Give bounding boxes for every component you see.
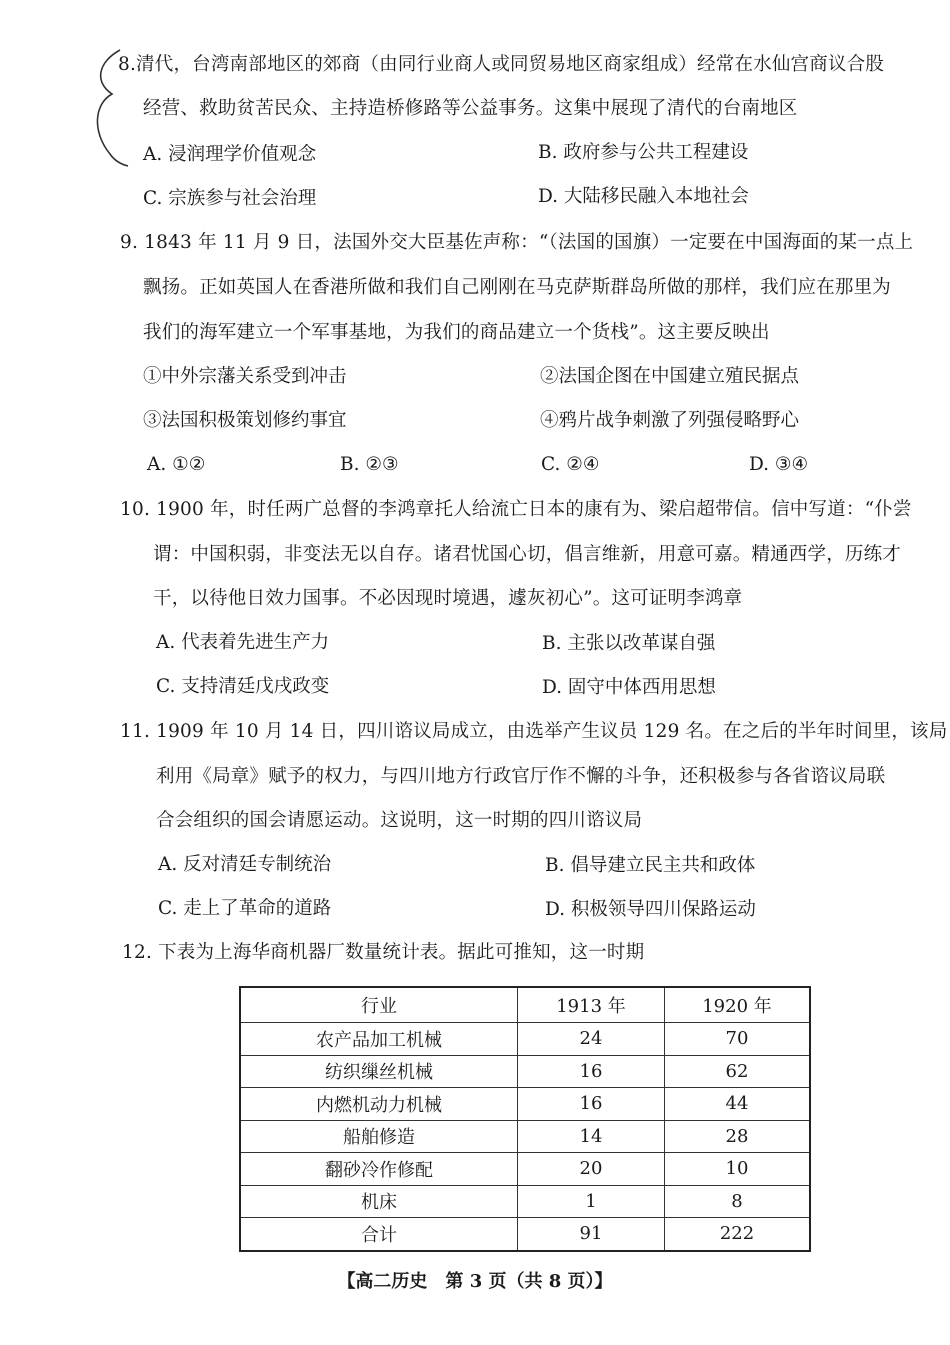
q9-item-4: ④鸦片战争刺激了列强侵略野心 bbox=[540, 410, 800, 431]
q9-option-a: A. ①② bbox=[147, 454, 206, 475]
q9-stem-line3: 我们的海军建立一个军事基地，为我们的商品建立一个货栈”。这主要反映出 bbox=[143, 322, 770, 343]
table-cell: 222 bbox=[665, 1218, 811, 1251]
q11-stem-line1: 11. 1909 年 10 月 14 日，四川谘议局成立，由选举产生议员 129 名。在之后的半年时间里，该局 bbox=[120, 721, 948, 742]
table-row bbox=[240, 1120, 810, 1153]
table-cell: 70 bbox=[665, 1023, 811, 1056]
table-cell: 内燃机动力机械 bbox=[240, 1088, 518, 1121]
q9-item-3: ③法国积极策划修约事宜 bbox=[143, 410, 347, 431]
q11-option-c: C. 走上了革命的道路 bbox=[158, 898, 332, 919]
table-header-cell: 行业 bbox=[240, 987, 518, 1023]
q9-item-2: ②法国企图在中国建立殖民据点 bbox=[540, 366, 800, 387]
q10-stem-line3: 干，以待他日效力国事。不必因现时境遇，遽灰初心”。这可证明李鸿章 bbox=[153, 588, 743, 609]
q11-stem-line2: 利用《局章》赋予的权力，与四川地方行政官厅作不懈的斗争，还积极参与各省谘议局联 bbox=[156, 766, 886, 787]
q11-option-b: B. 倡导建立民主共和政体 bbox=[545, 855, 756, 876]
q9-item-1: ①中外宗藩关系受到冲击 bbox=[143, 366, 347, 387]
page-footer: 【高二历史 第 3 页（共 8 页）】 bbox=[337, 1271, 613, 1292]
table-header-row bbox=[240, 987, 810, 1023]
q10-stem-line1: 10. 1900 年，时任两广总督的李鸿章托人给流亡日本的康有为、梁启超带信。信中写道：“仆尝 bbox=[120, 499, 912, 520]
q10-option-c: C. 支持清廷戊戌政变 bbox=[156, 676, 330, 697]
q8-stem-line1: 8.清代，台湾南部地区的郊商（由同行业商人或同贸易地区商家组成）经常在水仙宫商议合股 bbox=[118, 54, 885, 75]
table-row bbox=[240, 1185, 810, 1218]
table-cell: 1 bbox=[518, 1185, 665, 1218]
q11-option-d: D. 积极领导四川保路运动 bbox=[545, 899, 756, 920]
table-cell: 纺织缫丝机械 bbox=[240, 1055, 518, 1088]
q8-option-c: C. 宗族参与社会治理 bbox=[143, 188, 317, 209]
q9-stem-line1: 9. 1843 年 11 月 9 日，法国外交大臣基佐声称：“（法国的国旗）一定要在中国海面的某一点上 bbox=[120, 232, 914, 253]
table-cell: 机床 bbox=[240, 1185, 518, 1218]
q9-option-c: C. ②④ bbox=[541, 454, 600, 475]
q10-stem-line2: 谓：中国积弱，非变法无以自存。诸君忧国心切，倡言维新，用意可嘉。精通西学，历练才 bbox=[153, 544, 902, 565]
table-row bbox=[240, 1023, 810, 1056]
table-cell: 船舶修造 bbox=[240, 1120, 518, 1153]
table-cell: 62 bbox=[665, 1055, 811, 1088]
table-cell: 合计 bbox=[240, 1218, 518, 1251]
q8-option-a: A. 浸润理学价值观念 bbox=[143, 144, 317, 165]
q10-option-b: B. 主张以改革谋自强 bbox=[542, 633, 716, 654]
q8-option-d: D. 大陆移民融入本地社会 bbox=[538, 186, 749, 207]
q12-stem-line1: 12. 下表为上海华商机器厂数量统计表。据此可推知，这一时期 bbox=[122, 942, 645, 963]
table-cell: 8 bbox=[665, 1185, 811, 1218]
table-cell: 农产品加工机械 bbox=[240, 1023, 518, 1056]
table-total-row bbox=[240, 1218, 810, 1251]
table-cell: 20 bbox=[518, 1153, 665, 1186]
q10-option-a: A. 代表着先进生产力 bbox=[156, 632, 330, 653]
q8-option-b: B. 政府参与公共工程建设 bbox=[538, 142, 749, 163]
q9-stem-line2: 飘扬。正如英国人在香港所做和我们自己刚刚在马克萨斯群岛所做的那样，我们应在那里为 bbox=[143, 277, 892, 298]
table-cell: 10 bbox=[665, 1153, 811, 1186]
table-cell: 44 bbox=[665, 1088, 811, 1121]
table-cell: 14 bbox=[518, 1120, 665, 1153]
table-header-cell: 1913 年 bbox=[518, 987, 665, 1023]
q10-option-d: D. 固守中体西用思想 bbox=[542, 677, 716, 698]
table-cell: 翻砂冷作修配 bbox=[240, 1153, 518, 1186]
table-cell: 16 bbox=[518, 1055, 665, 1088]
table-row bbox=[240, 1055, 810, 1088]
table-cell: 24 bbox=[518, 1023, 665, 1056]
table-header-cell: 1920 年 bbox=[665, 987, 811, 1023]
q9-option-d: D. ③④ bbox=[749, 454, 809, 475]
q8-stem-line2: 经营、救助贫苦民众、主持造桥修路等公益事务。这集中展现了清代的台南地区 bbox=[143, 98, 798, 119]
table-cell: 28 bbox=[665, 1120, 811, 1153]
table-cell: 16 bbox=[518, 1088, 665, 1121]
q11-stem-line3: 合会组织的国会请愿运动。这说明，这一时期的四川谘议局 bbox=[156, 810, 643, 831]
machine-factory-table bbox=[239, 986, 811, 1252]
q9-option-b: B. ②③ bbox=[340, 454, 399, 475]
table-cell: 91 bbox=[518, 1218, 665, 1251]
table-row bbox=[240, 1088, 810, 1121]
table-row bbox=[240, 1153, 810, 1186]
q11-option-a: A. 反对清廷专制统治 bbox=[158, 854, 332, 875]
